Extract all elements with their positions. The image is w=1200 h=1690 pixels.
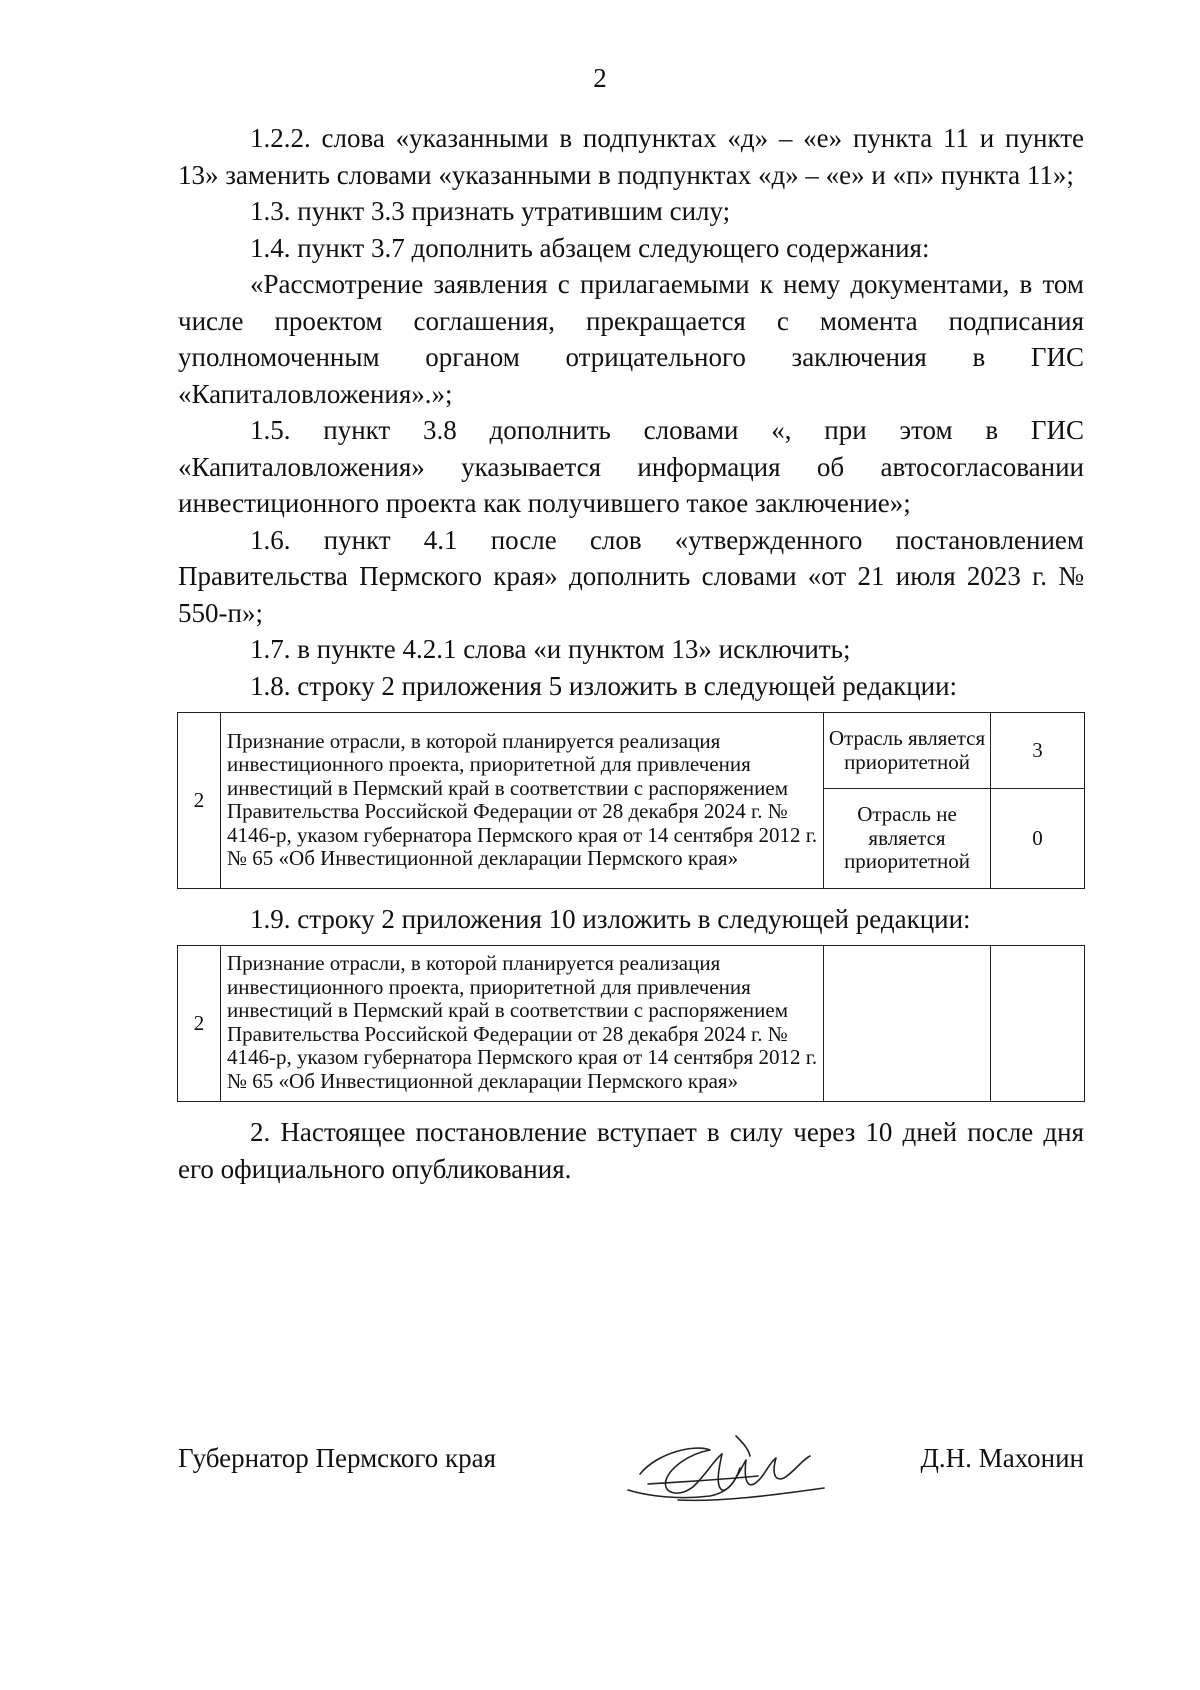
paragraph-1-8: 1.8. строку 2 приложения 5 изложить в следующей редакции:	[250, 670, 958, 701]
row-number-cell: 2	[178, 946, 221, 1102]
paragraph-1-6: 1.6. пункт 4.1 после слов «утвержденного постановлением Правительства Пермского края» дополнить словами «от 21 июля 2023 г. № 550-п»;	[178, 524, 1084, 628]
table-row	[178, 946, 1085, 1102]
empty-cell	[824, 946, 991, 1102]
empty-cell	[991, 946, 1085, 1102]
paragraph-1-7: 1.7. в пункте 4.2.1 слова «и пунктом 13» исключить;	[250, 634, 851, 664]
score-cell-priority: 3	[991, 713, 1085, 789]
criterion-description-cell: Признание отрасли, в которой планируется реализация инвестиционного проекта, приоритетной для привлечения инвестиций в Пермский край в соответствии с распоряжением Правительства Российской Федерации от 28 декабря 2024 г. № 4146-р, указом губернатора Пермского края от 14 сентября 2012 г. № 65 «Об Инвестиционной декларации Пермского края»	[221, 946, 824, 1102]
page-number: 2	[593, 63, 607, 93]
paragraph-1-4: 1.4. пункт 3.7 дополнить абзацем следующего содержания:	[250, 232, 930, 263]
criterion-option-not-priority: Отрасль не является приоритетной	[824, 789, 991, 889]
document-body	[178, 120, 1084, 1187]
table-appendix-10-row-2	[177, 945, 1085, 1102]
table-appendix-5-row-2	[177, 712, 1085, 889]
paragraph-2-effective-date: 2. Настоящее постановление вступает в силу через 10 дней после дня его официального опубликования.	[178, 1117, 1084, 1184]
paragraph-1-3: 1.3. пункт 3.3 признать утратившим силу;	[250, 196, 731, 226]
criterion-option-priority: Отрасль является приоритетной	[824, 713, 991, 789]
signatory-position: Губернатор Пермского края	[178, 1443, 497, 1473]
row-number-cell: 2	[178, 713, 221, 889]
handwritten-signature	[618, 1424, 828, 1514]
table-row	[178, 713, 1085, 789]
score-cell-not-priority: 0	[991, 789, 1085, 889]
paragraph-1-9: 1.9. строку 2 приложения 10 изложить в следующей редакции:	[250, 903, 971, 934]
criterion-description-cell: Признание отрасли, в которой планируется реализация инвестиционного проекта, приоритетной для привлечения инвестиций в Пермский край в соответствии с распоряжением Правительства Российской Федерации от 28 декабря 2024 г. № 4146-р, указом губернатора Пермского края от 14 сентября 2012 г. № 65 «Об Инвестиционной декларации Пермского края»	[221, 713, 824, 889]
signatory-name: Д.Н. Махонин	[920, 1443, 1084, 1473]
signature-block	[178, 1424, 1084, 1524]
paragraph-1-5: 1.5. пункт 3.8 дополнить словами «, при этом в ГИС «Капиталовложения» указывается информация об автосогласовании инвестиционного проекта как получившего такое заключение»;	[178, 415, 1084, 518]
paragraph-1-4-quote: «Рассмотрение заявления с прилагаемыми к нему документами, в том числе проектом соглашения, прекращается с момента подписания уполномоченным органом отрицательного заключения в ГИС «Капиталовложения».»;	[178, 269, 1084, 409]
paragraph-1-2-2: 1.2.2. слова «указанными в подпунктах «д» – «е» пункта 11 и пункте 13» заменить словами «указанными в подпунктах «д» – «е» и «п» пункта 11»;	[178, 123, 1084, 190]
